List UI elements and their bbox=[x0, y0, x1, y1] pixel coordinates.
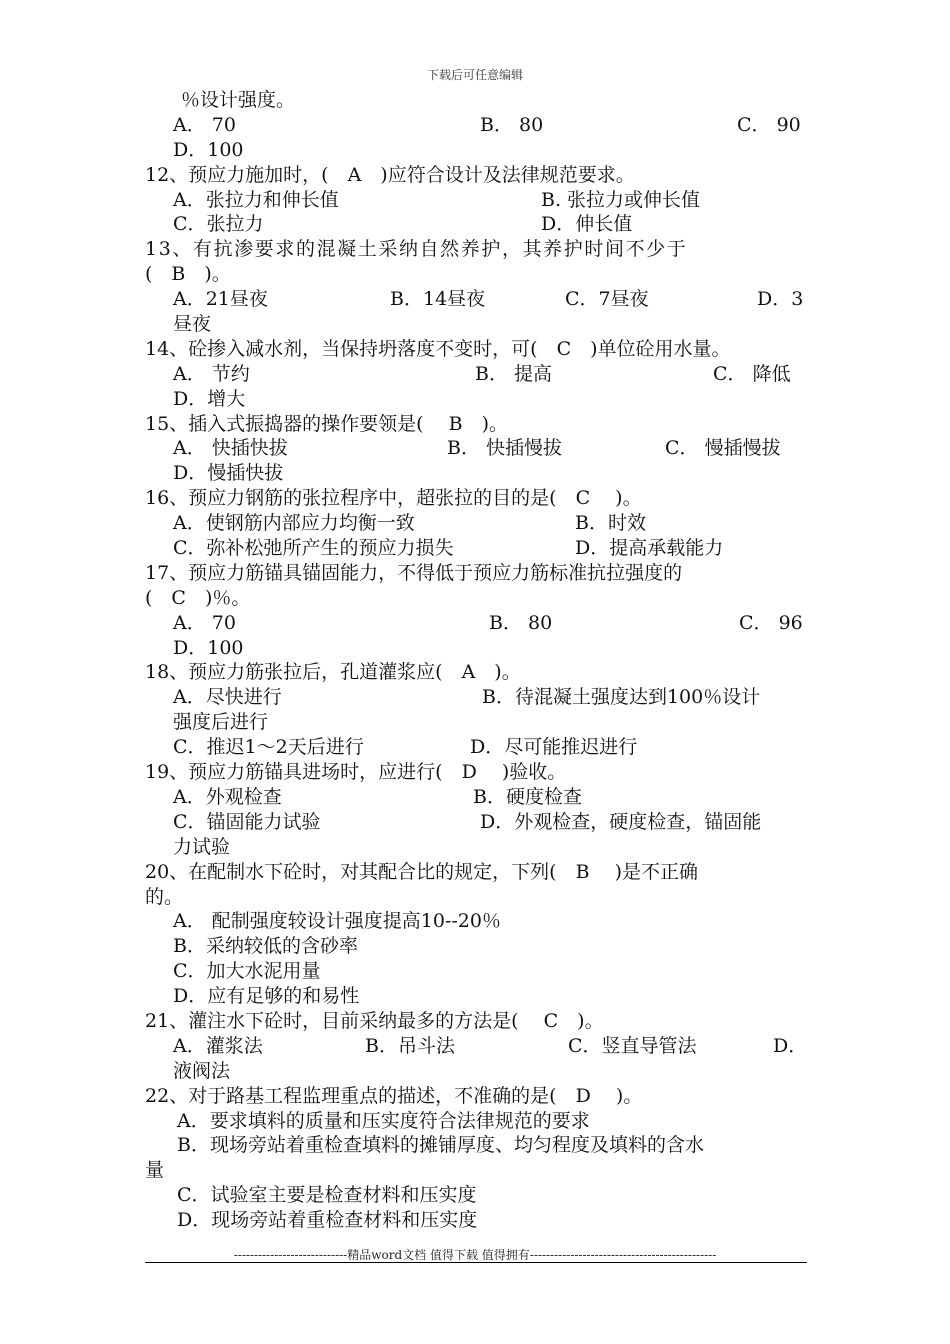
option: D．尽可能推迟进行 bbox=[470, 736, 638, 759]
option: D．应有足够的和易性 bbox=[173, 985, 360, 1008]
options-row bbox=[145, 1034, 810, 1059]
options-row bbox=[145, 362, 810, 387]
option: D．慢插快拔 bbox=[173, 462, 284, 485]
option: B．时效 bbox=[575, 512, 646, 535]
options-row bbox=[145, 735, 810, 760]
options-row bbox=[145, 436, 810, 461]
option: B．吊斗法 bbox=[365, 1034, 455, 1057]
question-line: 13、有抗渗要求的混凝土采纳自然养护，其养护时间不少于 bbox=[145, 238, 688, 261]
option: C．弥补松弛所产生的预应力损失 bbox=[173, 537, 454, 560]
question-line: 15、插入式振捣器的操作要领是( B )。 bbox=[145, 412, 509, 435]
options-row bbox=[145, 785, 810, 810]
page-footer: ----------------------------精品word文档 值得下载 值得拥有---------------------------------------------- bbox=[233, 1248, 717, 1262]
option: C． 96 bbox=[739, 611, 803, 634]
page-header: 下载后可任意编辑 bbox=[426, 68, 523, 82]
option-continuation: 量 bbox=[145, 1159, 165, 1182]
option: C．7昼夜 bbox=[565, 288, 649, 311]
option: D．伸长值 bbox=[541, 213, 633, 236]
options-row bbox=[145, 511, 810, 536]
option: A．灌浆法 bbox=[173, 1034, 263, 1057]
option: B． 80 bbox=[489, 611, 553, 634]
question-line: 20、在配制水下砼时，对其配合比的规定，下列( B )是不正确 bbox=[145, 860, 699, 883]
option: A． 快插快拔 bbox=[173, 437, 288, 460]
option: B．待混凝土强度达到100％设计 bbox=[482, 686, 761, 709]
option: A． 70 bbox=[173, 113, 236, 136]
options-row bbox=[145, 810, 810, 835]
question-line: 19、预应力筋锚具进场时，应进行( D )验收。 bbox=[145, 761, 567, 784]
option: D．现场旁站着重检查材料和压实度 bbox=[177, 1209, 478, 1232]
question-line: 的。 bbox=[145, 885, 184, 908]
question-line: 22、对于路基工程监理重点的描述，不准确的是( D )。 bbox=[145, 1084, 643, 1107]
option: B． 快插慢拔 bbox=[447, 437, 563, 460]
question-line: 17、预应力筋锚具锚固能力，不得低于预应力筋标准抗拉强度的 bbox=[145, 561, 683, 584]
option: C． 降低 bbox=[713, 362, 791, 385]
option-continuation: 强度后进行 bbox=[173, 711, 269, 734]
question-line: ( C )％。 bbox=[145, 586, 251, 609]
option: C．锚固能力试验 bbox=[173, 810, 321, 833]
option: D．100 bbox=[173, 636, 244, 659]
option: B. 张拉力或伸长值 bbox=[541, 188, 701, 211]
option: C．推迟1～2天后进行 bbox=[173, 736, 364, 759]
options-row bbox=[145, 685, 810, 710]
option: D．3 bbox=[757, 288, 804, 311]
options-row bbox=[145, 611, 810, 636]
option: D．100 bbox=[173, 138, 244, 161]
option: D．外观检查，硬度检查，锚固能 bbox=[480, 810, 762, 833]
option: A．使钢筋内部应力均衡一致 bbox=[173, 512, 415, 535]
option: A．21昼夜 bbox=[173, 288, 268, 311]
options-row bbox=[145, 536, 810, 561]
option-continuation: 液阀法 bbox=[173, 1059, 231, 1082]
options-row bbox=[145, 287, 810, 312]
question-line: ( B )。 bbox=[145, 263, 231, 286]
option: B．采纳较低的含砂率 bbox=[173, 935, 358, 958]
option-continuation: 力试验 bbox=[173, 835, 231, 858]
option: A． 70 bbox=[173, 611, 236, 634]
option: A． 配制强度较设计强度提高10--20％ bbox=[173, 910, 501, 933]
option: B． 提高 bbox=[475, 362, 553, 385]
option: B．14昼夜 bbox=[390, 288, 486, 311]
option: C．加大水泥用量 bbox=[173, 960, 321, 983]
question-line: 21、灌注水下砼时，目前采纳最多的方法是( C )。 bbox=[145, 1009, 604, 1032]
option: D．增大 bbox=[173, 387, 246, 410]
option: A．外观检查 bbox=[173, 785, 282, 808]
option: C．试验室主要是检查材料和压实度 bbox=[177, 1184, 477, 1207]
question-line: 16、预应力钢筋的张拉程序中，超张拉的目的是( C )。 bbox=[145, 487, 642, 510]
options-row bbox=[145, 212, 810, 237]
options-row bbox=[145, 188, 810, 213]
footer-divider bbox=[145, 1262, 807, 1263]
question-line: 12、预应力施加时，( A )应符合设计及法律规范要求。 bbox=[145, 163, 635, 186]
option-continuation: 昼夜 bbox=[173, 313, 212, 336]
option: D． bbox=[773, 1034, 808, 1057]
option: C． 慢插慢拔 bbox=[665, 437, 781, 460]
question-line: 14、砼掺入减水剂，当保持坍落度不变时，可( C )单位砼用水量。 bbox=[145, 337, 731, 360]
option: B．现场旁站着重检查填料的摊铺厚度、均匀程度及填料的含水 bbox=[177, 1134, 704, 1157]
option: C．竖直导管法 bbox=[568, 1034, 697, 1057]
option: B．硬度检查 bbox=[473, 785, 582, 808]
option: A．尽快进行 bbox=[173, 686, 282, 709]
options-row bbox=[145, 113, 810, 138]
option: C．张拉力 bbox=[173, 213, 264, 236]
option: A．要求填料的质量和压实度符合法律规范的要求 bbox=[177, 1109, 590, 1132]
option: A．张拉力和伸长值 bbox=[173, 188, 339, 211]
option: C． 90 bbox=[737, 113, 801, 136]
question-line: 18、预应力筋张拉后，孔道灌浆应( A )。 bbox=[145, 661, 521, 684]
document-body bbox=[145, 88, 810, 1233]
option: A． 节约 bbox=[173, 362, 250, 385]
option: D．提高承载能力 bbox=[575, 537, 724, 560]
option: B． 80 bbox=[480, 113, 544, 136]
text-line: ％设计强度。 bbox=[181, 89, 296, 111]
